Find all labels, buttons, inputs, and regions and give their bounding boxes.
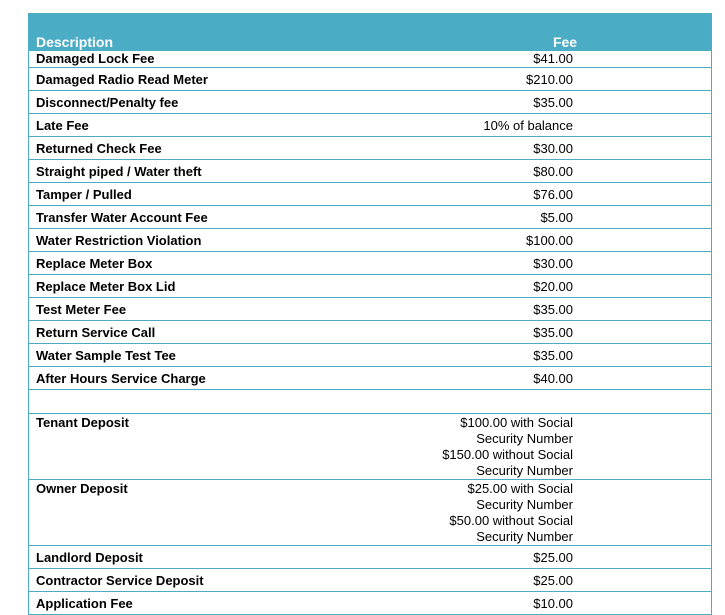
fee-row [28, 51, 712, 68]
deposit-amount [418, 414, 712, 480]
fee-amount: $35.00 [418, 321, 712, 344]
fee-amount: $20.00 [418, 275, 712, 298]
fee-amount: $30.00 [418, 252, 712, 275]
fee-body [28, 51, 712, 615]
fee-description: Transfer Water Account Fee [28, 206, 418, 229]
deposit-amount-line: $25.00 [533, 572, 573, 588]
header-row [28, 13, 712, 51]
fee-amount: $35.00 [418, 344, 712, 367]
fee-table [28, 13, 712, 615]
fee-amount: $35.00 [418, 298, 712, 321]
fee-row [28, 321, 712, 344]
fee-description: Straight piped / Water theft [28, 160, 418, 183]
fee-amount: $40.00 [418, 367, 712, 390]
deposit-amount-line: $100.00 with Social Security Number [460, 415, 573, 446]
fee-description: Return Service Call [28, 321, 418, 344]
fee-row [28, 206, 712, 229]
deposit-amount [418, 480, 712, 546]
deposit-row [28, 480, 712, 546]
deposit-description: Tenant Deposit [28, 414, 418, 480]
fee-row [28, 183, 712, 206]
fee-row [28, 367, 712, 390]
fee-description: Water Sample Test Tee [28, 344, 418, 367]
fee-amount: $5.00 [418, 206, 712, 229]
deposit-description: Application Fee [28, 592, 418, 615]
deposit-description: Owner Deposit [28, 480, 418, 546]
fee-row [28, 160, 712, 183]
fee-amount: $80.00 [418, 160, 712, 183]
deposit-amount [418, 592, 712, 615]
fee-row [28, 137, 712, 160]
deposit-amount [418, 569, 712, 592]
deposit-row [28, 592, 712, 615]
fee-amount: $76.00 [418, 183, 712, 206]
description-header: Description [28, 13, 418, 51]
deposit-amount-line: $10.00 [533, 595, 573, 611]
fee-row [28, 91, 712, 114]
fee-amount: $30.00 [418, 137, 712, 160]
fee-row [28, 229, 712, 252]
deposit-amount-line: $25.00 [533, 549, 573, 565]
fee-description: Water Restriction Violation [28, 229, 418, 252]
fee-description: Replace Meter Box Lid [28, 275, 418, 298]
fee-description: Disconnect/Penalty fee [28, 91, 418, 114]
table-side-border [28, 51, 29, 615]
fee-amount: 10% of balance [418, 114, 712, 137]
deposit-amount-line: $150.00 without Social Security Number [442, 447, 573, 478]
fee-row [28, 298, 712, 321]
table-side-border [711, 51, 712, 615]
deposit-amount-line: $50.00 without Social Security Number [449, 513, 573, 544]
fee-row [28, 114, 712, 137]
fee-amount: $41.00 [418, 51, 712, 68]
deposit-row [28, 414, 712, 480]
fee-header: Fee [418, 13, 712, 51]
fee-description: Late Fee [28, 114, 418, 137]
fee-description: Test Meter Fee [28, 298, 418, 321]
fee-amount: $100.00 [418, 229, 712, 252]
fee-row [28, 344, 712, 367]
spacer-cell [28, 390, 418, 414]
fee-description: Replace Meter Box [28, 252, 418, 275]
fee-description: Damaged Lock Fee [28, 51, 418, 68]
fee-description: Returned Check Fee [28, 137, 418, 160]
fee-amount: $35.00 [418, 91, 712, 114]
fee-amount: $210.00 [418, 68, 712, 91]
deposit-description: Landlord Deposit [28, 546, 418, 569]
deposit-amount [418, 546, 712, 569]
fee-row [28, 252, 712, 275]
spacer-cell [418, 390, 712, 414]
deposit-row [28, 546, 712, 569]
deposit-amount-line: $25.00 with Social Security Number [467, 481, 573, 512]
fee-description: After Hours Service Charge [28, 367, 418, 390]
deposit-description: Contractor Service Deposit [28, 569, 418, 592]
fee-row [28, 68, 712, 91]
fee-description: Damaged Radio Read Meter [28, 68, 418, 91]
spacer-row [28, 390, 712, 414]
fee-description: Tamper / Pulled [28, 183, 418, 206]
fee-row [28, 275, 712, 298]
deposit-row [28, 569, 712, 592]
